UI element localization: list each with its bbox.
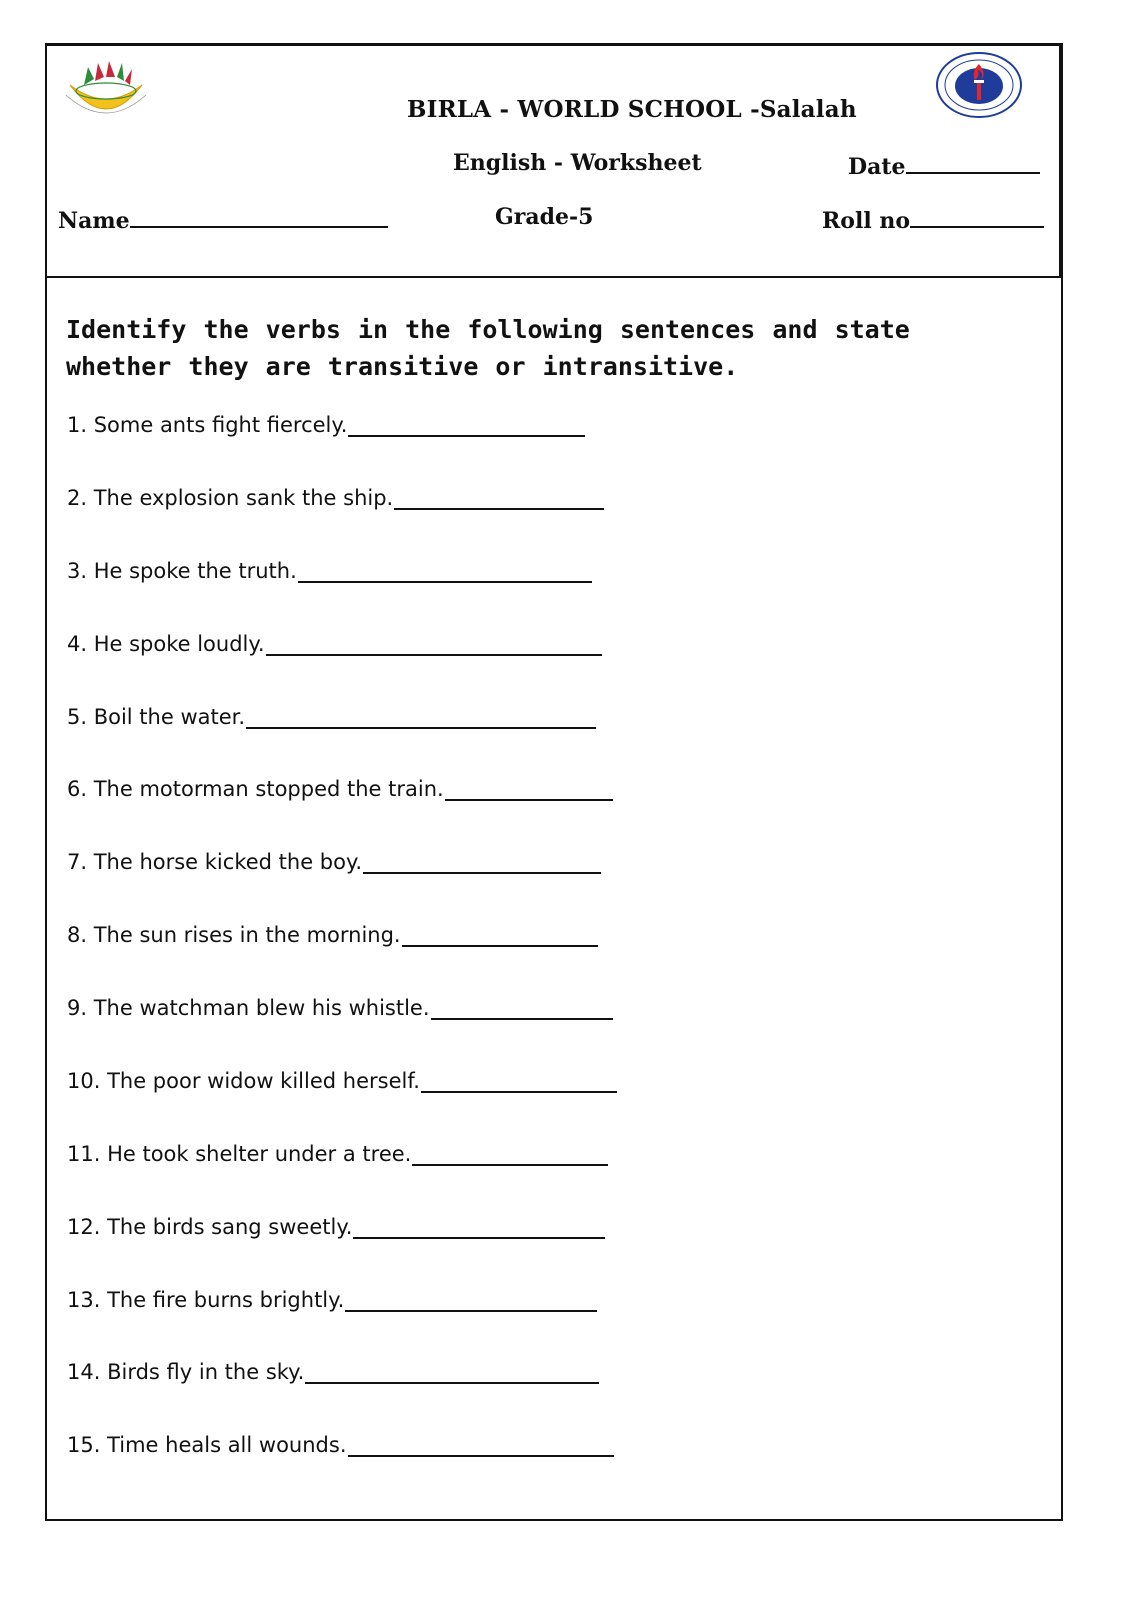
school-logo-right — [934, 50, 1024, 120]
question-9 — [67, 996, 613, 1020]
answer-line[interactable] — [412, 1146, 608, 1166]
question-14 — [67, 1360, 599, 1384]
question-6 — [67, 777, 613, 801]
question-1 — [67, 413, 585, 437]
question-text: 9. The watchman blew his whistle. — [67, 996, 430, 1020]
question-text: 7. The horse kicked the boy. — [67, 850, 363, 874]
question-text: 6. The motorman stopped the train. — [67, 777, 444, 801]
answer-line[interactable] — [266, 636, 602, 656]
answer-line[interactable] — [345, 1292, 597, 1312]
question-text: 2. The explosion sank the ship. — [67, 486, 394, 510]
question-11 — [67, 1142, 608, 1166]
question-15 — [67, 1433, 614, 1457]
question-text: 5. Boil the water. — [67, 705, 246, 729]
grade-label: Grade-5 — [495, 204, 594, 230]
question-text: 3. He spoke the truth. — [67, 559, 297, 583]
answer-line[interactable] — [246, 709, 596, 729]
question-text: 11. He took shelter under a tree. — [67, 1142, 412, 1166]
instructions: Identify the verbs in the following sentences and state whether they are transitive or intransitive. — [66, 315, 910, 381]
worksheet-subject: English - Worksheet — [453, 150, 702, 176]
roll-label: Roll no — [822, 208, 910, 234]
question-text: 15. Time heals all wounds. — [67, 1433, 347, 1457]
date-field[interactable] — [848, 150, 1040, 180]
question-text: 12. The birds sang sweetly. — [67, 1215, 353, 1239]
answer-line[interactable] — [421, 1073, 617, 1093]
date-line[interactable] — [906, 150, 1040, 174]
name-line[interactable] — [130, 204, 388, 228]
question-4 — [67, 632, 602, 656]
question-10 — [67, 1069, 617, 1093]
question-text: 10. The poor widow killed herself. — [67, 1069, 420, 1093]
answer-line[interactable] — [445, 781, 613, 801]
answer-line[interactable] — [353, 1219, 605, 1239]
question-text: 13. The fire burns brightly. — [67, 1288, 345, 1312]
answer-line[interactable] — [402, 927, 598, 947]
name-label: Name — [58, 208, 130, 234]
question-12 — [67, 1215, 605, 1239]
question-text: 1. Some ants fight fiercely. — [67, 413, 348, 437]
answer-line[interactable] — [298, 563, 592, 583]
question-text: 4. He spoke loudly. — [67, 632, 265, 656]
question-text: 8. The sun rises in the morning. — [67, 923, 401, 947]
question-3 — [67, 559, 592, 583]
answer-line[interactable] — [348, 417, 585, 437]
answer-line[interactable] — [305, 1364, 599, 1384]
school-name: BIRLA - WORLD SCHOOL -Salalah — [407, 96, 857, 123]
answer-line[interactable] — [431, 1000, 613, 1020]
question-text: 14. Birds fly in the sky. — [67, 1360, 305, 1384]
question-7 — [67, 850, 601, 874]
question-8 — [67, 923, 598, 947]
roll-line[interactable] — [910, 204, 1044, 228]
question-2 — [67, 486, 604, 510]
question-13 — [67, 1288, 597, 1312]
answer-line[interactable] — [348, 1437, 614, 1457]
answer-line[interactable] — [363, 854, 601, 874]
date-label: Date — [848, 154, 906, 180]
name-field[interactable] — [58, 204, 388, 234]
school-logo-left — [62, 55, 150, 123]
roll-field[interactable] — [822, 204, 1044, 234]
question-5 — [67, 705, 596, 729]
answer-line[interactable] — [394, 490, 604, 510]
